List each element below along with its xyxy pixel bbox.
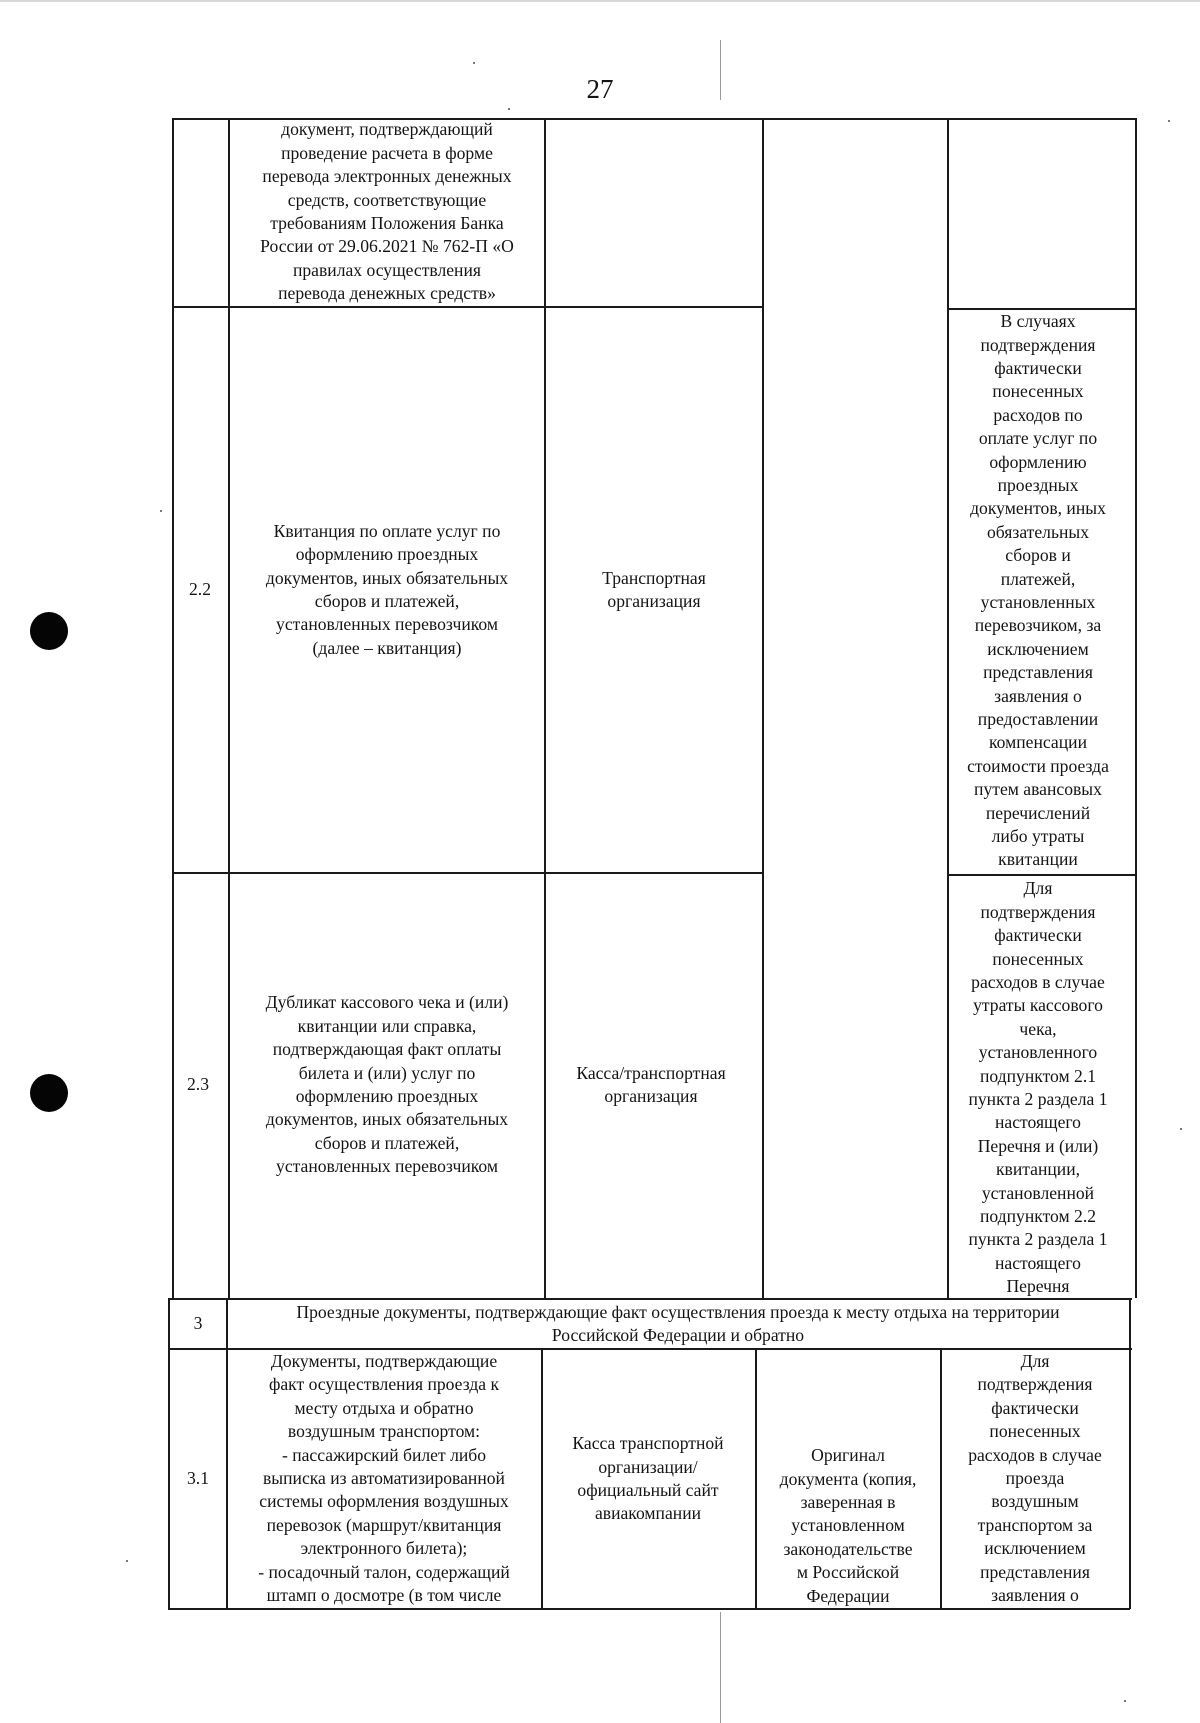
table-rule [170,1298,1132,1300]
table-rule [173,306,763,308]
table-rule [170,1348,1132,1350]
row-2-2-document-cell: Квитанция по оплате услуг по оформлению проездных документов, иных обязательных сборов и платежей, установленных перевозчиком (далее – квитанция) [265,520,509,658]
scan-top-edge [0,0,1200,2]
table-rule-right [1129,1298,1131,1609]
table-rule [173,872,763,874]
row-3-1-issuer-cell: Касса транспортной организации/ официальный сайт авиакомпании [572,1433,724,1524]
table-rule [228,118,230,1298]
section-3-number-cell: 3 [193,1313,203,1334]
row-2-2-issuer-cell: Транспортная организация [602,567,706,611]
scan-speck [508,108,510,110]
table-rule [948,874,1136,876]
table-rule [947,118,949,1298]
scan-speck [1168,120,1170,122]
table-rule-top [173,118,1136,120]
table-rule [755,1348,757,1609]
punch-hole-upper [30,612,68,650]
row-2-3-issuer-cell: Касса/транспортная организация [576,1062,726,1106]
row-2-3-document-cell: Дубликат кассового чека и (или) квитанции или справка, подтверждающая факт оплаты билета и (или) услуг по оформлению проездных документов, иных обязательных сборов и платежей, установленных перевозчиком [265,992,509,1177]
row-3-1-form-cell: Оригинал документа (копия, заверенная в установленном законодательстве м Российской Федерации [779,1445,917,1606]
scan-artifact-line [720,40,721,100]
table-rule [948,308,1136,310]
page-number: 27 [586,74,614,104]
row-2-3-number-cell: 2.3 [187,1074,209,1095]
row-2-2-note-cell: В случаях подтверждения фактически понесенных расходов по оплате услуг по оформлению проездных документов, иных обязательных сборов и платежей, установленных перевозчиком, за исключением представления заявления о предоставлении компенсации стоимости проезда путем авансовых перечислений либо утраты квитанции [967,311,1109,870]
table-rule [541,1348,543,1609]
scan-speck [1124,1700,1126,1702]
table-rule [544,118,546,1298]
table-rule [226,1298,228,1609]
table-rule [762,118,764,1298]
punch-hole-lower [30,1074,68,1112]
scan-speck [1180,1128,1182,1130]
scan-speck [160,510,162,512]
row-3-1-number-cell: 3.1 [187,1468,209,1489]
section-3-title-cell: Проездные документы, подтверждающие факт осуществления проезда к месту отдыха на территории Российской Федерации и обратно [296,1301,1060,1345]
scan-artifact-line [720,1612,721,1723]
row-1-document-cell: документ, подтверждающий проведение расчета в форме перевода электронных денежных средств, соответствующие требованиям Положения Банка России от 29.06.2021 № 762-П «О правилах осуществления перевода денежных средств» [260,119,514,304]
row-2-3-note-cell: Для подтверждения фактически понесенных расходов в случае утраты кассового чека, установленного подпунктом 2.1 пункта 2 раздела 1 настоящего Перечня и (или) квитанции, установленной подпунктом 2.2 пункта 2 раздела 1 настоящего Перечня [968,878,1108,1297]
table-rule-left [172,118,174,1298]
row-3-1-note-cell: Для подтверждения фактически понесенных расходов в случае проезда воздушным транспортом за исключением представления заявления о [968,1351,1102,1606]
scan-speck [126,1560,128,1562]
table-rule [168,1298,170,1609]
scan-speck [473,62,475,64]
row-3-1-document-cell: Документы, подтверждающие факт осуществления проезда к месту отдыха и обратно воздушным транспортом: - пассажирский билет либо выписка из автоматизированной системы оформления воздушных перевозок (маршрут/квитанция электронного билета); - посадочный талон, содержащий штамп о досмотре (в том числе [258,1351,510,1606]
table-rule-right [1135,118,1137,1298]
table-rule-bottom [168,1608,1130,1610]
row-2-2-number-cell: 2.2 [189,579,211,600]
table-rule [940,1348,942,1609]
